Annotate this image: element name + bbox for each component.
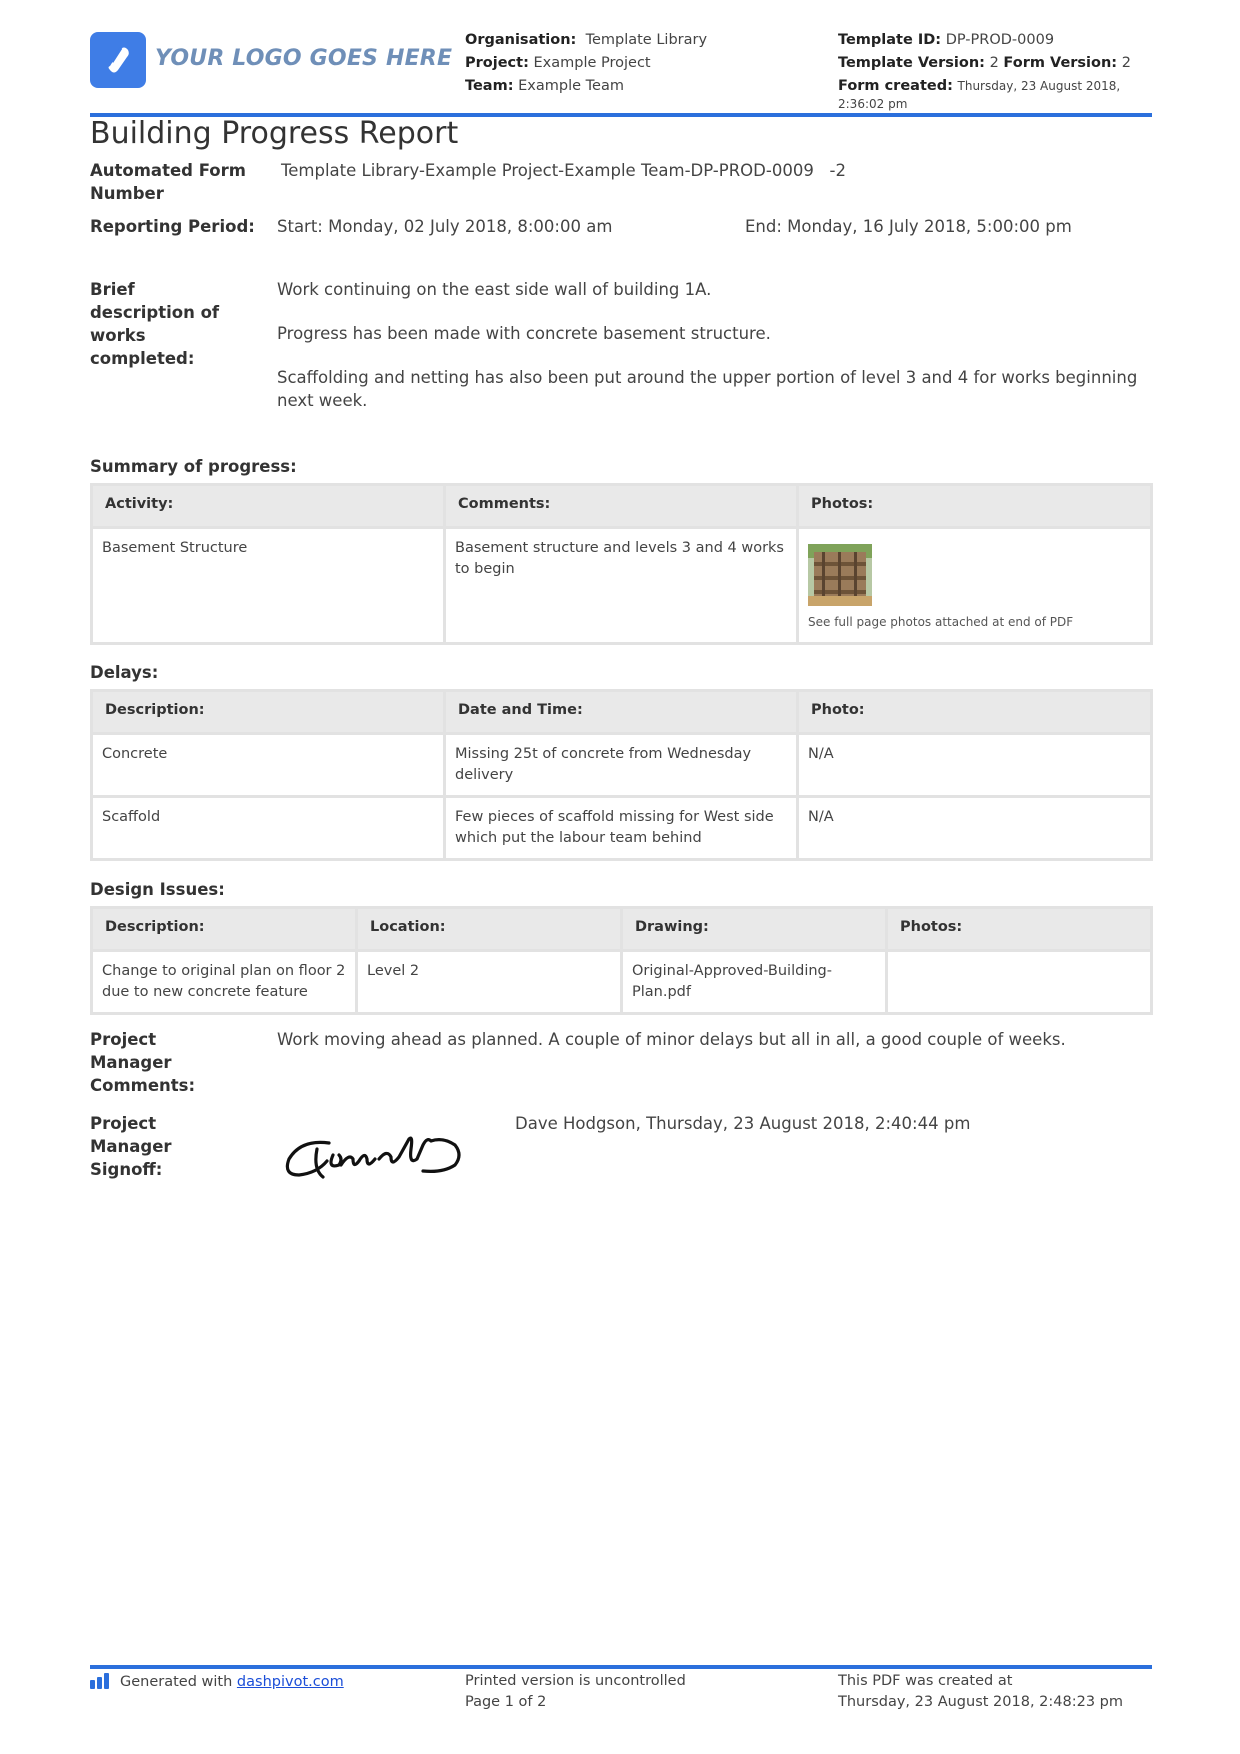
- generated-prefix: Generated with: [120, 1674, 233, 1690]
- delay-datetime-cell: Few pieces of scaffold missing for West side which put the labour team behind: [445, 797, 798, 860]
- photo-caption: See full page photos attached at end of PDF: [808, 615, 1074, 629]
- column-header: Description:: [92, 908, 357, 951]
- header-org-block: [465, 29, 707, 98]
- design-description-cell: Change to original plan on floor 2 due to new concrete feature: [92, 951, 357, 1014]
- uncontrolled-note: Printed version is uncontrolled: [465, 1673, 686, 1689]
- signature-image: [283, 1125, 463, 1195]
- organisation-label: Organisation:: [465, 32, 577, 48]
- column-header: Location:: [357, 908, 622, 951]
- table-header-row: [92, 691, 1152, 734]
- pm-comments-value: Work moving ahead as planned. A couple of minor delays but all in all, a good couple of weeks.: [277, 1030, 1066, 1049]
- form-number-label: Automated Form Number: [90, 161, 246, 203]
- description-line-1: Work continuing on the east side wall of building 1A.: [277, 280, 712, 299]
- dashpivot-icon: [90, 1671, 114, 1696]
- table-header-row: [92, 485, 1152, 528]
- design-location-cell: Level 2: [357, 951, 622, 1014]
- team-label: Team:: [465, 78, 514, 94]
- form-created-value: Thursday, 23 August 2018, 2:36:02 pm: [838, 79, 1121, 111]
- design-drawing-cell[interactable]: Original-Approved-Building-Plan.pdf: [622, 951, 887, 1014]
- pm-signoff-value: Dave Hodgson, Thursday, 23 August 2018, 2:40:44 pm: [515, 1114, 971, 1133]
- footer-generated: [90, 1671, 344, 1696]
- form-version-value: 2: [1121, 55, 1131, 71]
- organisation-value: Template Library: [585, 32, 708, 48]
- column-header: Date and Time:: [445, 691, 798, 734]
- logo-icon: [90, 32, 146, 88]
- design-photos-cell: [887, 951, 1152, 1014]
- team-value: Example Team: [518, 78, 624, 94]
- column-header: Drawing:: [622, 908, 887, 951]
- project-value: Example Project: [533, 55, 651, 71]
- table-header-row: [92, 908, 1152, 951]
- footer-center: [465, 1671, 686, 1713]
- column-header: Photos:: [798, 485, 1152, 528]
- page-title: Building Progress Report: [90, 116, 459, 151]
- description-line-3: Scaffolding and netting has also been put around the upper portion of level 3 and 4 for works beginning next week.: [277, 368, 1138, 410]
- description-label: Brief description of works completed:: [90, 280, 220, 368]
- footer-right: [838, 1671, 1123, 1713]
- logo-text: YOUR LOGO GOES HERE: [155, 46, 453, 71]
- form-created-label: Form created:: [838, 78, 953, 94]
- column-header: Activity:: [92, 485, 445, 528]
- design-issues-table: [90, 906, 1153, 1015]
- header-template-block: [838, 29, 1153, 113]
- project-label: Project:: [465, 55, 529, 71]
- delays-heading: Delays:: [90, 663, 159, 682]
- pm-signoff-label: Project Manager Signoff:: [90, 1114, 172, 1179]
- delay-datetime-cell: Missing 25t of concrete from Wednesday delivery: [445, 734, 798, 797]
- reporting-period-label: Reporting Period:: [90, 217, 255, 236]
- column-header: Comments:: [445, 485, 798, 528]
- column-header: Description:: [92, 691, 445, 734]
- description-line-2: Progress has been made with concrete basement structure.: [277, 324, 771, 343]
- delay-description-cell: Concrete: [92, 734, 445, 797]
- delay-photo-cell: N/A: [798, 734, 1152, 797]
- form-version-label: Form Version:: [1003, 55, 1118, 71]
- summary-heading: Summary of progress:: [90, 457, 297, 476]
- comments-cell: Basement structure and levels 3 and 4 works to begin: [445, 528, 798, 644]
- pm-comments-label: Project Manager Comments:: [90, 1030, 196, 1095]
- period-end: End: Monday, 16 July 2018, 5:00:00 pm: [745, 217, 1072, 236]
- delay-description-cell: Scaffold: [92, 797, 445, 860]
- design-issues-heading: Design Issues:: [90, 880, 225, 899]
- dashpivot-link[interactable]: dashpivot.com: [236, 1674, 344, 1690]
- template-id-value: DP-PROD-0009: [945, 32, 1055, 48]
- pdf-created-value: Thursday, 23 August 2018, 2:48:23 pm: [838, 1694, 1124, 1710]
- column-header: Photo:: [798, 691, 1152, 734]
- template-version-value: 2: [989, 55, 999, 71]
- page-number: Page 1 of 2: [465, 1694, 547, 1710]
- table-row: [92, 951, 1152, 1014]
- table-row: [92, 734, 1152, 797]
- table-row: [92, 528, 1152, 644]
- table-row: [92, 797, 1152, 860]
- photos-cell: [798, 528, 1152, 644]
- period-start: Start: Monday, 02 July 2018, 8:00:00 am: [277, 217, 613, 236]
- summary-table: [90, 483, 1153, 645]
- template-version-label: Template Version:: [838, 55, 985, 71]
- delays-table: [90, 689, 1153, 861]
- template-id-label: Template ID:: [838, 32, 942, 48]
- column-header: Photos:: [887, 908, 1152, 951]
- activity-cell: Basement Structure: [92, 528, 445, 644]
- delay-photo-cell: N/A: [798, 797, 1152, 860]
- footer-divider: [90, 1665, 1152, 1669]
- pdf-created-label: This PDF was created at: [838, 1673, 1013, 1689]
- building-photo-thumbnail[interactable]: [808, 544, 872, 606]
- form-number-value: Template Library-Example Project-Example Team-DP-PROD-0009 -2: [281, 161, 847, 180]
